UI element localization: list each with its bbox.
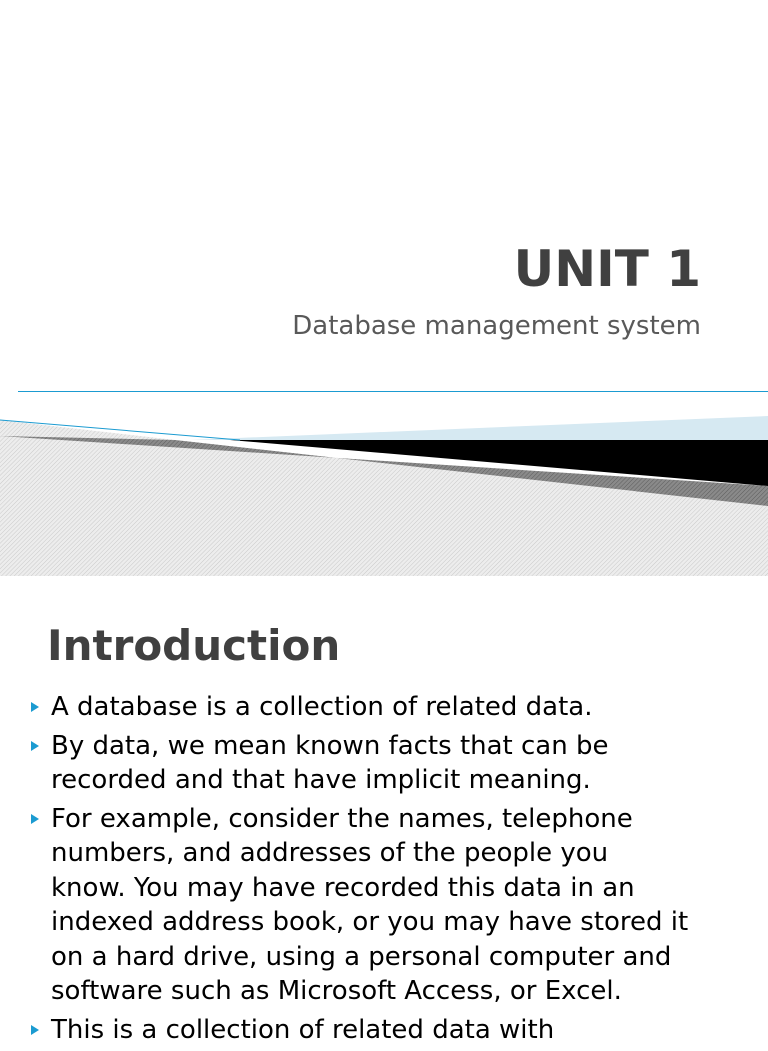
bullet-arrow-icon <box>31 702 39 712</box>
bullet-text-line: By data, we mean known facts that can be <box>51 730 609 761</box>
bullet-text-line: This is a collection of related data with <box>51 1014 555 1045</box>
introduction-heading: Introduction <box>47 621 341 670</box>
bullet-arrow-icon <box>31 1025 39 1035</box>
bullet-list <box>0 690 768 1051</box>
bullet-item <box>0 690 768 725</box>
bullet-item <box>0 1013 768 1048</box>
slide-title: UNIT 1 <box>513 240 701 298</box>
bullet-text-line: indexed address book, or you may have stored it <box>51 907 689 937</box>
bullet-item <box>0 802 768 1009</box>
bullet-text-line: know. You may have recorded this data in an <box>51 872 635 903</box>
bullet-text-line: on a hard drive, using a personal computer and <box>51 941 672 972</box>
bullet-text-line: numbers, and addresses of the people you <box>51 838 609 868</box>
bullet-item <box>0 729 768 798</box>
light-blue-band <box>190 416 768 440</box>
bullet-text-line: recorded and that have implicit meaning. <box>51 765 591 795</box>
slide-subtitle: Database management system <box>292 311 701 341</box>
bullet-text-line: A database is a collection of related data. <box>51 692 593 722</box>
bullet-text-line: For example, consider the names, telephone <box>51 803 633 834</box>
bullet-text-line: software such as Microsoft Access, or Excel. <box>51 976 622 1006</box>
bullet-arrow-icon <box>31 814 39 824</box>
introduction-slide <box>0 576 768 1045</box>
bullet-arrow-icon <box>31 741 39 751</box>
